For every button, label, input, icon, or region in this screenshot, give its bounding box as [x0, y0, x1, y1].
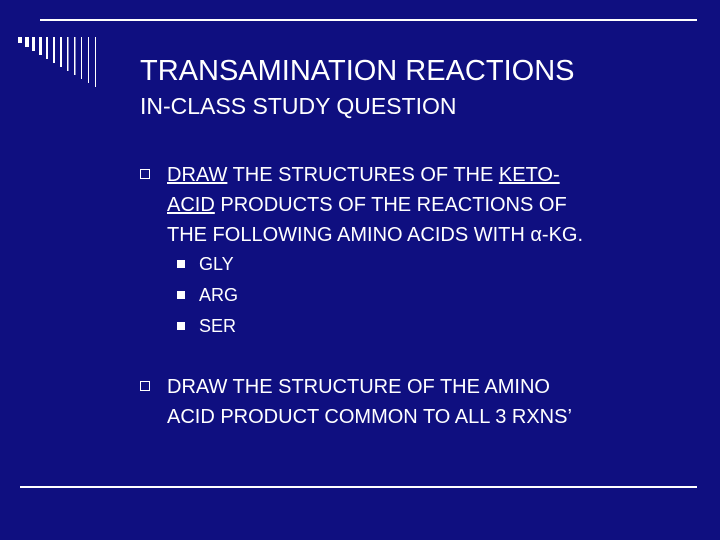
decorative-stripes [18, 37, 128, 87]
filled-square-bullet-icon [177, 260, 185, 268]
bottom-divider [20, 486, 697, 488]
slide-title: TRANSAMINATION REACTIONS [140, 55, 575, 87]
filled-square-bullet-icon [177, 291, 185, 299]
bullet-text: DRAW THE STRUCTURE OF THE AMINO ACID PRODUCT COMMON TO ALL 3 RXNS’ [167, 376, 572, 428]
underlined-word-keto: KETO- [498, 164, 560, 186]
underlined-word-acid: ACID [167, 194, 215, 216]
slide-subtitle: IN-CLASS STUDY QUESTION [140, 93, 457, 119]
hollow-square-bullet-icon [140, 169, 150, 179]
slide: TRANSAMINATION REACTIONS IN-CLASS STUDY QUESTION DRAW THE STRUCTURES OF THE KETO- ACID PRODUCTS OF THE REACTIONS OF THE FOLLOWING AMINO ACIDS WITH α-KG. GLY ARG SER DRAW THE STRUCTURE OF THE AMINO ACID PRODUCT COMMON TO ALL 3 RXNS’ [0, 0, 720, 540]
bullet-text: DRAW THE STRUCTURES OF THE KETO- ACID PRODUCTS OF THE REACTIONS OF THE FOLLOWING AMINO ACIDS WITH α-KG. [167, 164, 584, 246]
filled-square-bullet-icon [177, 322, 185, 330]
underlined-word-draw: DRAW [167, 164, 228, 186]
top-divider [40, 19, 697, 21]
hollow-square-bullet-icon [140, 381, 150, 391]
